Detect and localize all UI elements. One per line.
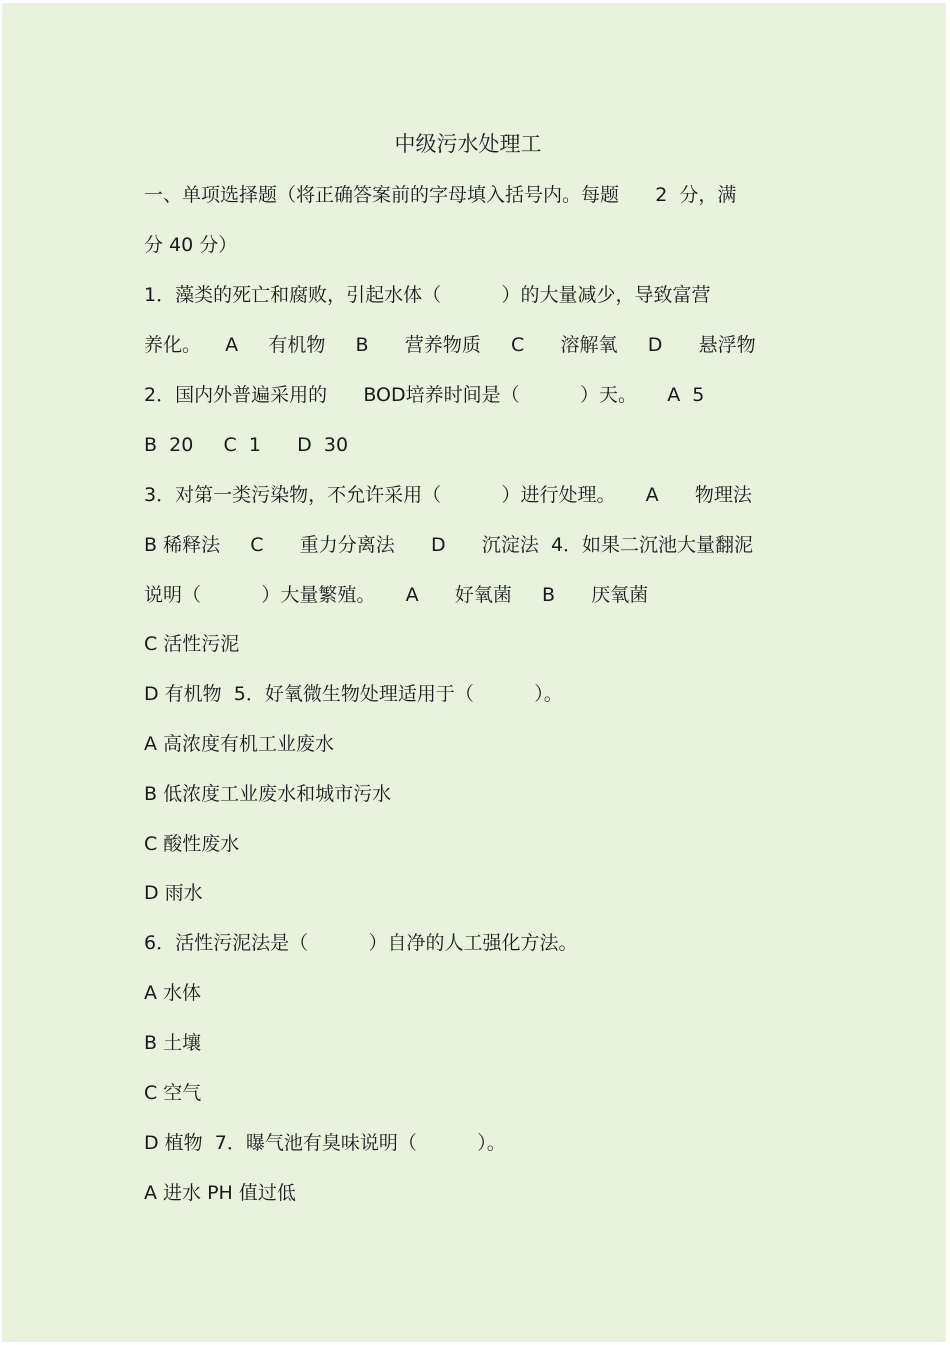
question-1: 1．藻类的死亡和腐败，引起水体（ ）的大量减少，导致富营 (144, 284, 711, 306)
option-line: C 酸性废水 (144, 833, 240, 855)
text-line: 说明（ ）大量繁殖。 A 好氧菌 B 厌氧菌 (144, 584, 649, 606)
option-line: B 土壤 (144, 1032, 202, 1054)
section-heading: 一、单项选择题（将正确答案前的字母填入括号内。每题 2 分，满 (144, 184, 737, 206)
question-3: 3．对第一类污染物，不允许采用（ ）进行处理。 A 物理法 (144, 484, 752, 506)
document-page (2, 3, 946, 1342)
text-line: B 稀释法 C 重力分离法 D 沉淀法 4．如果二沉池大量翻泥 (144, 534, 754, 556)
text-line: B 20 C 1 D 30 (144, 434, 349, 456)
question-6: 6．活性污泥法是（ ）自净的人工强化方法。 (144, 932, 578, 954)
document-title: 中级污水处理工 (394, 132, 542, 156)
question-2: 2．国内外普遍采用的 BOD培养时间是（ ）天。 A 5 (144, 384, 705, 406)
option-line: C 活性污泥 (144, 633, 240, 655)
option-line: C 空气 (144, 1082, 202, 1104)
option-line: D 雨水 (144, 882, 203, 904)
option-line: A 进水 PH 值过低 (144, 1182, 296, 1204)
option-line: A 水体 (144, 982, 202, 1004)
text-line: 养化。 A 有机物 B 营养物质 C 溶解氧 D 悬浮物 (144, 334, 756, 356)
text-line: D 有机物 5．好氧微生物处理适用于（ ）。 (144, 683, 563, 705)
option-line: B 低浓度工业废水和城市污水 (144, 783, 392, 805)
text-line: 分 40 分） (144, 234, 238, 256)
option-line: A 高浓度有机工业废水 (144, 733, 335, 755)
text-line: D 植物 7．曝气池有臭味说明（ ）。 (144, 1132, 506, 1154)
